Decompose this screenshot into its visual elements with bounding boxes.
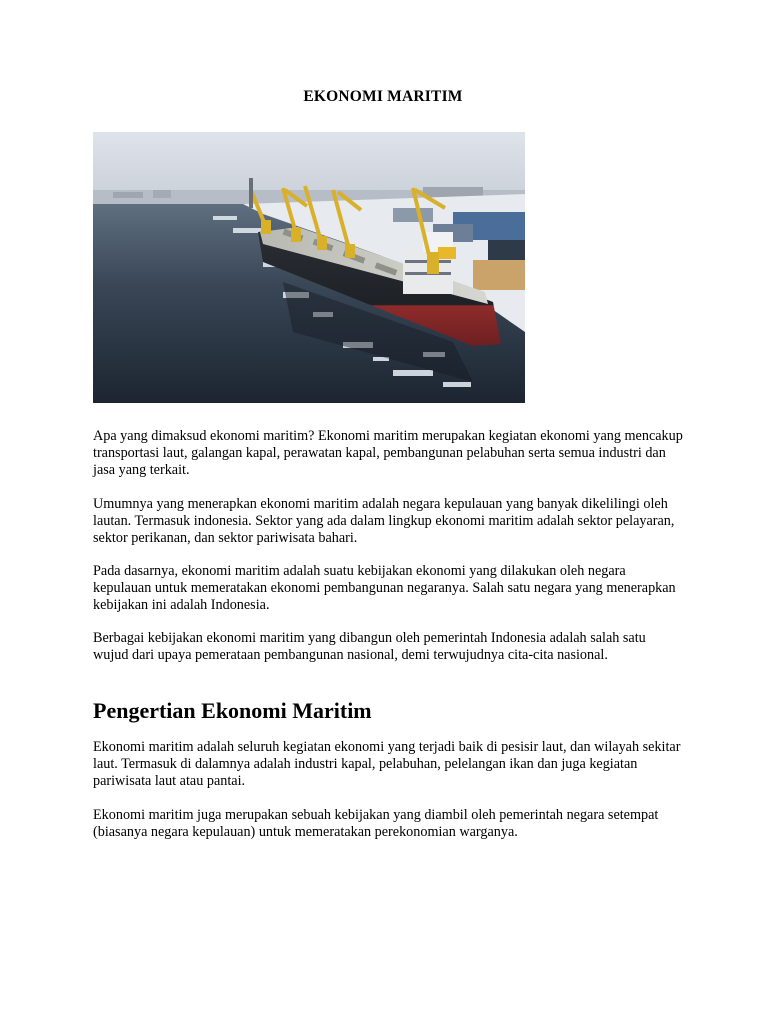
intro-paragraph-1: Apa yang dimaksud ekonomi maritim? Ekonomi maritim merupakan kegiatan ekonomi yang mencakup transportasi laut, galangan kapal, perawatan kapal, pembangunan pelabuhan serta semua industri dan jasa yang terkait. xyxy=(93,428,683,478)
section-paragraph-2: Ekonomi maritim juga merupakan sebuah kebijakan yang diambil oleh pemerintah negara setempat (biasanya negara kepulauan) untuk memeratakan perekonomian warganya. xyxy=(93,807,659,840)
section-paragraph-1: Ekonomi maritim adalah seluruh kegiatan ekonomi yang terjadi baik di pesisir laut, dan wilayah sekitar laut. Termasuk di dalamnya adalah industri kapal, pelabuhan, pelelangan ikan dan juga kegiatan pariwisata laut atau pantai. xyxy=(93,739,681,789)
cargo-ship-port-photo xyxy=(93,132,525,403)
intro-paragraph-3: Pada dasarnya, ekonomi maritim adalah suatu kebijakan ekonomi yang dilakukan oleh negara kepulauan untuk memeratakan ekonomi pembangunan negaranya. Salah satu negara yang menerapkan kebijakan ini adalah Indonesia. xyxy=(93,563,676,613)
document-title: EKONOMI MARITIM xyxy=(303,88,463,105)
intro-paragraph-2: Umumnya yang menerapkan ekonomi maritim adalah negara kepulauan yang banyak dikelilingi oleh lautan. Termasuk indonesia. Sektor yang ada dalam lingkup ekonomi maritim adalah sektor pelayaran, sektor perikanan, dan sektor pariwisata bahari. xyxy=(93,496,675,546)
intro-paragraph-4: Berbagai kebijakan ekonomi maritim yang dibangun oleh pemerintah Indonesia adalah salah satu wujud dari upaya pemerataan pembangunan nasional, demi terwujudnya cita-cita nasional. xyxy=(93,630,646,663)
section-heading: Pengertian Ekonomi Maritim xyxy=(93,698,372,723)
